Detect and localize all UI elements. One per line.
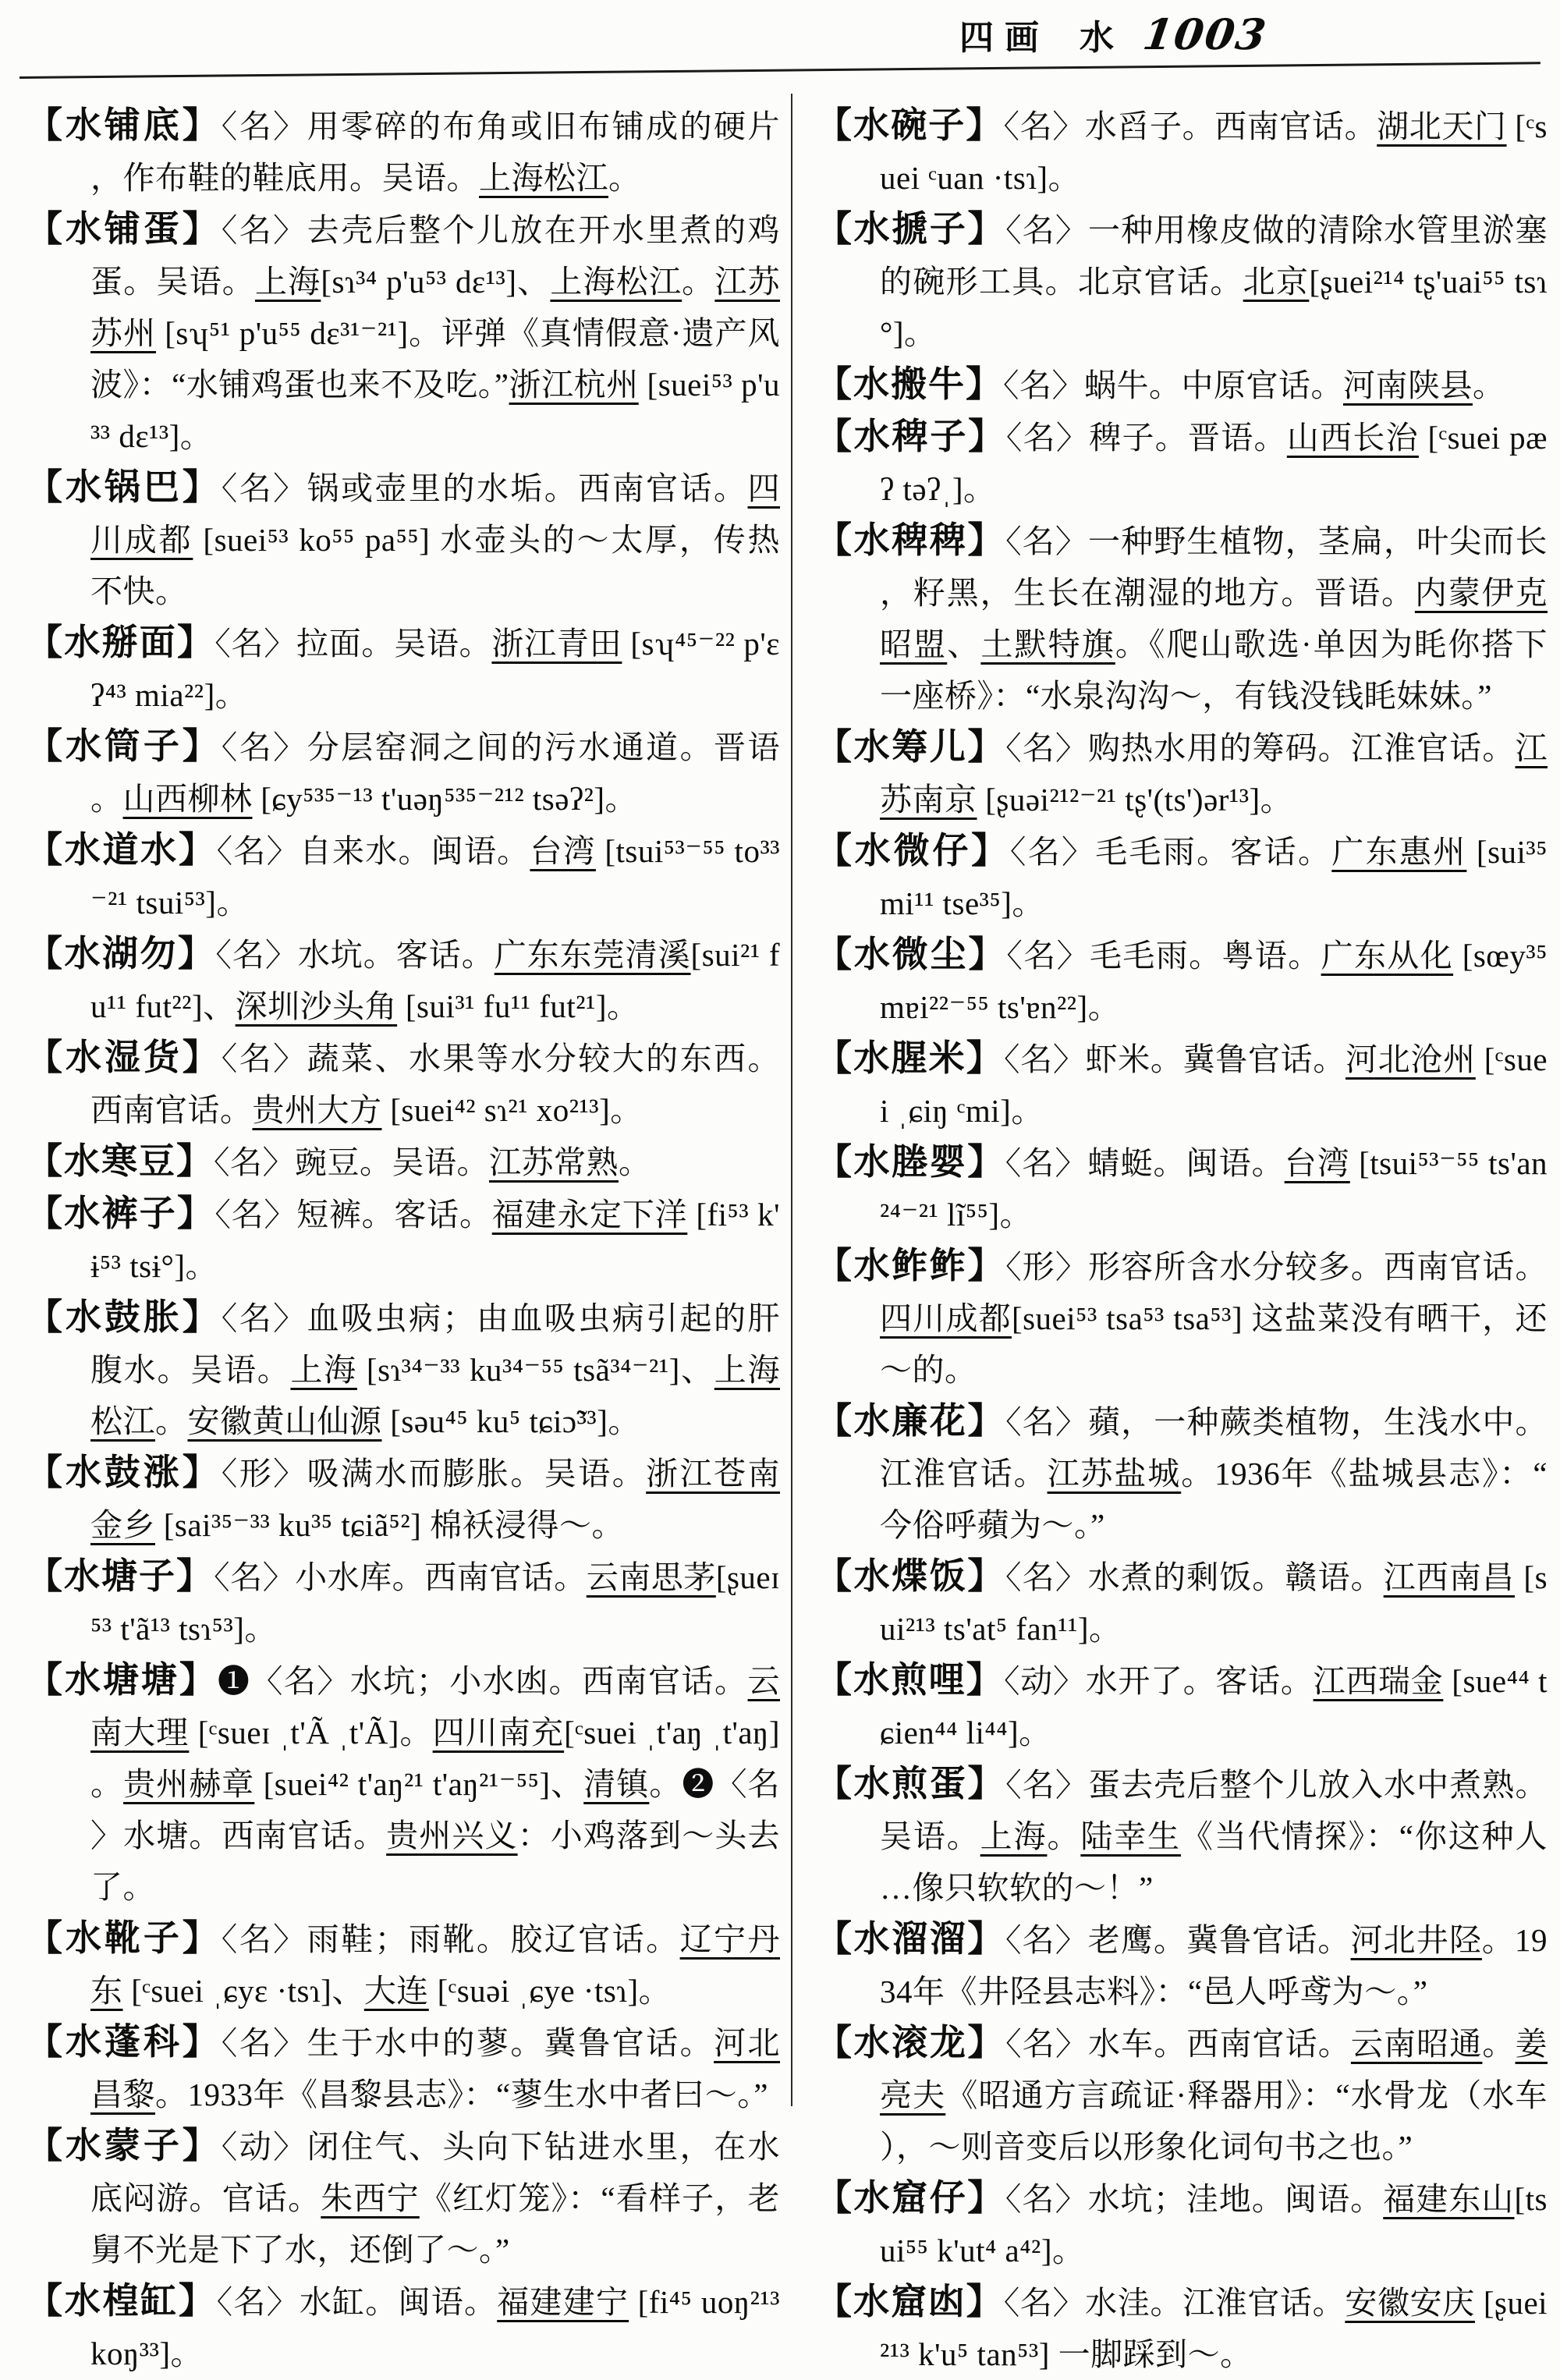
- dict-entry: [27, 1913, 780, 2016]
- dict-entry: [816, 1033, 1548, 1137]
- entry-headword: 【水道水】: [27, 830, 217, 870]
- dict-entry: [816, 1137, 1548, 1240]
- dict-entry: [27, 100, 780, 204]
- dict-entry: [27, 462, 780, 617]
- entry-headword: 【水铺底】: [27, 105, 222, 145]
- entry-body: ❶〈名〉水坑；小水凼。西南官话。云南大理 [ᶜsueɪ ˌt'Ã ˌt'Ã]。四川南充[ᶜsuei ˌt'aŋ ˌt'aŋ]。贵州赫章 [suei⁴² t'aŋ²¹ t'aŋ²¹⁻⁵⁵]、清镇。❷〈名〉水塘。西南官话。贵州兴义：小鸡落到～头去了。: [90, 1663, 781, 1905]
- dict-entry: [27, 617, 780, 721]
- dict-entry: [816, 2017, 1548, 2173]
- dict-entry: [816, 825, 1548, 929]
- entry-headword: 【水微仔】: [816, 831, 1010, 871]
- entry-headword: 【水稗稗】: [816, 520, 1006, 560]
- entry-headword: 【水筒子】: [27, 726, 222, 766]
- dict-entry: [27, 1136, 780, 1188]
- entry-body: 〈名〉一种用橡皮做的清除水管里淤塞的碗形工具。北京官话。北京[ʂuei²¹⁴ tʂ'uai⁵⁵ tsɿ°]。: [880, 212, 1548, 351]
- radical-label: 水: [1080, 19, 1114, 57]
- entry-headword: 【水鼓胀】: [27, 1297, 222, 1337]
- entry-body: 〈名〉豌豆。吴语。江苏常熟。: [214, 1144, 651, 1180]
- dict-entry: [27, 1032, 780, 1136]
- entry-body: 〈名〉水舀子。西南官话。湖北天门 [ᶜsuei ᶜuan ·tsɿ]。: [880, 108, 1548, 196]
- entry-body: 〈名〉稗子。晋语。山西长治 [ᶜsuei pæʔ təʔˌ]。: [880, 420, 1548, 507]
- entry-headword: 【水蒙子】: [27, 2126, 222, 2165]
- dict-entry: [27, 1655, 780, 1913]
- dict-entry: [27, 2120, 780, 2275]
- entry-body: 〈名〉蜗牛。中原官话。河南陕县。: [1003, 367, 1505, 403]
- dict-entry: [816, 204, 1548, 359]
- section-label: 四画: [959, 19, 1050, 57]
- entry-body: 〈名〉购热水用的筹码。江淮官话。江苏南京 [ʂuəi²¹²⁻²¹ tʂ'(ts')ər¹³]。: [880, 730, 1548, 818]
- entry-body: 〈形〉形容所含水分较多。西南官话。四川成都[suei⁵³ tsa⁵³ tsa⁵³] 这盐菜没有晒干，还～的。: [880, 1249, 1548, 1388]
- entry-headword: 【水塘子】: [27, 1556, 214, 1596]
- left-column: [27, 100, 780, 2379]
- entry-body: 〈名〉蘋，一种蕨类植物，生浅水中。江淮官话。江苏盐城。1936年《盐城县志》：“今俗呼蘋为～。”: [880, 1404, 1548, 1543]
- entry-headword: 【水溜溜】: [816, 1919, 1005, 1959]
- entry-headword: 【水塍婴】: [816, 1142, 1005, 1182]
- entry-headword: 【水煎蛋】: [816, 1764, 1006, 1804]
- entry-headword: 【水碗子】: [816, 105, 1004, 145]
- entry-headword: 【水廉花】: [816, 1401, 1006, 1441]
- entry-body: 〈名〉水坑；洼地。闽语。福建东山[tsui⁵⁵ k'ut⁴ a⁴²]。: [880, 2181, 1548, 2268]
- entry-body: 〈名〉血吸虫病；由血吸虫病引起的肝腹水。吴语。上海 [sɿ³⁴⁻³³ ku³⁴⁻⁵⁵ tsã³⁴⁻²¹]、上海松江。安徽黄山仙源 [səu⁴⁵ ku⁵ tɕiɔ̃³³]。: [90, 1300, 781, 1439]
- header-rule: [20, 62, 1540, 79]
- dict-entry: [27, 2275, 780, 2379]
- entry-body: 〈名〉毛毛雨。粤语。广东从化 [sœy³⁵ mɐi²²⁻⁵⁵ ts'ɐn²²]。: [880, 938, 1548, 1025]
- entry-body: 〈名〉去壳后整个儿放在开水里煮的鸡蛋。吴语。上海[sɿ³⁴ p'u⁵³ dɛ¹³]、上海松江。江苏苏州 [sʮ⁵¹ p'u⁵⁵ dɛ³¹⁻²¹]。评弹《真情假意·遗产风波》：“水铺鸡蛋也来不及吃。”浙江杭州 [suei⁵³ p'u³³ dɛ¹³]。: [90, 212, 781, 454]
- dict-entry: [816, 1240, 1548, 1396]
- dict-entry: [816, 2276, 1548, 2380]
- entry-headword: 【水稗子】: [816, 417, 1006, 456]
- entry-body: 〈名〉短裤。客话。福建永定下洋 [fi⁵³ k'ɨ⁵³ tsɨ°]。: [90, 1197, 781, 1284]
- page-number: 1003: [1140, 9, 1271, 59]
- entry-headword: 【水湖勿】: [27, 934, 216, 974]
- dict-entry: [816, 100, 1548, 204]
- dict-entry: [27, 825, 780, 928]
- entry-body: 〈名〉生于水中的蓼。冀鲁官话。河北昌黎。1933年《昌黎县志》：“蓼生水中者曰～。”: [90, 2025, 781, 2112]
- dict-entry: [816, 1551, 1548, 1655]
- dict-entry: [27, 2016, 780, 2120]
- dict-entry: [816, 1655, 1548, 1758]
- entry-headword: 【水鼓涨】: [27, 1452, 222, 1492]
- dict-entry: [816, 1758, 1548, 1914]
- entry-headword: 【水湿货】: [27, 1037, 222, 1077]
- entry-headword: 【水煠饭】: [816, 1556, 1005, 1596]
- entry-headword: 【水搋子】: [816, 209, 1006, 249]
- entry-headword: 【水靴子】: [27, 1918, 222, 1958]
- entry-headword: 【水滚龙】: [816, 2023, 1006, 2063]
- entry-headword: 【水裤子】: [27, 1194, 215, 1233]
- entry-body: 〈名〉水洼。江淮官话。安徽安庆 [ʂuei²¹³ k'u⁵ tan⁵³] 一脚踩到～。: [880, 2285, 1548, 2372]
- entry-headword: 【水楻缸】: [27, 2281, 217, 2321]
- dict-entry: [816, 1396, 1548, 1551]
- dict-entry: [816, 411, 1548, 515]
- entry-body: 〈名〉水缸。闽语。福建建宁 [fi⁴⁵ uoŋ²¹³ koŋ³³]。: [90, 2284, 781, 2371]
- entry-body: 〈名〉分层窑洞之间的污水通道。晋语。山西柳林 [ɕy⁵³⁵⁻¹³ t'uəŋ⁵³⁵⁻²¹² tsəʔ²]。: [90, 729, 781, 817]
- entry-body: 〈名〉一种野生植物，茎扁，叶尖而长，籽黑，生长在潮湿的地方。晋语。内蒙伊克昭盟、土默特旗。《爬山歌选·单因为眊你搭下一座桥》：“水泉沟沟～，有钱没钱眊妹妹。”: [880, 523, 1548, 714]
- dict-entry: [816, 515, 1548, 722]
- entry-body: 〈名〉蜻蜓。闽语。台湾 [tsui⁵³⁻⁵⁵ ts'an²⁴⁻²¹ lĩ⁵⁵]。: [880, 1145, 1548, 1233]
- dict-entry: [816, 1914, 1548, 2017]
- entry-body: 〈名〉虾米。冀鲁官话。河北沧州 [ᶜsuei ˌɕiŋ ᶜmi]。: [880, 1041, 1548, 1129]
- entry-body: 〈名〉蛋去壳后整个儿放入水中煮熟。吴语。上海。陆幸生《当代情探》：“你这种人…像只软软的～！”: [880, 1767, 1548, 1906]
- entry-headword: 【水微尘】: [816, 935, 1007, 974]
- dict-entry: [27, 204, 780, 462]
- dict-entry: [27, 928, 780, 1032]
- entry-body: 〈形〉吸满水而膨胀。吴语。浙江苍南金乡 [sai³⁵⁻³³ ku³⁵ tɕiã⁵²] 棉袄浸得～。: [90, 1456, 781, 1543]
- entry-body: 〈名〉小水库。西南官话。云南思茅[ʂueɪ⁵³ t'ã¹³ tsɿ⁵³]。: [90, 1559, 781, 1647]
- entry-headword: 【水寒豆】: [27, 1141, 214, 1181]
- dict-entry: [27, 1447, 780, 1551]
- entry-body: 〈动〉水开了。客话。江西瑞金 [sue⁴⁴ tɕien⁴⁴ li⁴⁴]。: [880, 1663, 1548, 1750]
- entry-headword: 【水塘塘】: [27, 1660, 218, 1700]
- entry-body: 〈名〉老鹰。冀鲁官话。河北井陉。1934年《井陉县志料》：“邑人呼鸢为～。”: [880, 1922, 1548, 2009]
- entry-headword: 【水铺蛋】: [27, 209, 222, 249]
- dict-entry: [27, 1551, 780, 1655]
- entry-headword: 【水搬牛】: [816, 364, 1003, 404]
- entry-headword: 【水窟仔】: [816, 2178, 1005, 2218]
- entry-body: 〈名〉水煮的剩饭。赣语。江西南昌 [sui²¹³ ts'at⁵ fan¹¹]。: [880, 1559, 1548, 1647]
- entry-headword: 【水筹儿】: [816, 727, 1006, 767]
- column-divider: [791, 94, 792, 2106]
- entry-body: 〈名〉自来水。闽语。台湾 [tsui⁵³⁻⁵⁵ to³³⁻²¹ tsui⁵³]。: [90, 833, 781, 920]
- entry-body: 〈名〉锅或壶里的水垢。西南官话。四川成都 [suei⁵³ ko⁵⁵ pa⁵⁵] 水壶头的～太厚，传热不快。: [90, 470, 781, 609]
- entry-body: 〈动〉闭住气、头向下钻进水里，在水底闷游。官话。朱西宁《红灯笼》：“看样子，老舅不光是下了水，还倒了～。”: [90, 2129, 781, 2268]
- dict-entry: [27, 1292, 780, 1447]
- right-column: [816, 100, 1548, 2380]
- dict-entry: [816, 722, 1548, 825]
- entry-headword: 【水锅巴】: [27, 467, 222, 507]
- entry-body: 〈名〉毛毛雨。客话。广东惠州 [sui³⁵ mi¹¹ tse³⁵]。: [880, 834, 1548, 921]
- entry-body: 〈名〉用零碎的布角或旧布铺成的硬片，作布鞋的鞋底用。吴语。上海松江。: [90, 108, 781, 196]
- entry-body: 〈名〉拉面。吴语。浙江青田 [sʮ⁴⁵⁻²² p'ɛʔ⁴³ mia²²]。: [90, 626, 781, 713]
- entry-body: 〈名〉水车。西南官话。云南昭通。姜亮夫《昭通方言疏证·释器用》：“水骨龙（水车），～则音变后以形象化词句书之也。”: [880, 2026, 1548, 2165]
- dict-entry: [27, 1188, 780, 1292]
- entry-headword: 【水窟凼】: [816, 2282, 1004, 2321]
- entry-body: 〈名〉水坑。客话。广东东莞清溪[sui²¹ fu¹¹ fut²²]、深圳沙头角 [sui³¹ fu¹¹ fut²¹]。: [90, 937, 781, 1024]
- entry-headword: 【水蓬科】: [27, 2022, 222, 2062]
- dict-entry: [27, 721, 780, 825]
- entry-headword: 【水掰面】: [27, 622, 215, 662]
- entry-headword: 【水鲊鲊】: [816, 1246, 1006, 1286]
- page-header: [959, 9, 1271, 59]
- dict-entry: [816, 359, 1548, 411]
- entry-body: 〈名〉雨鞋；雨靴。胶辽官话。辽宁丹东 [ᶜsuei ˌɕyɛ ·tsɿ]、大连 [ᶜsuəi ˌɕye ·tsɿ]。: [90, 1921, 781, 2009]
- entry-headword: 【水腥米】: [816, 1038, 1004, 1078]
- entry-body: 〈名〉蔬菜、水果等水分较大的东西。西南官话。贵州大方 [suei⁴² sɿ²¹ xo²¹³]。: [90, 1041, 781, 1128]
- dict-entry: [816, 2173, 1548, 2276]
- dict-entry: [816, 929, 1548, 1033]
- entry-headword: 【水煎哩】: [816, 1660, 1005, 1700]
